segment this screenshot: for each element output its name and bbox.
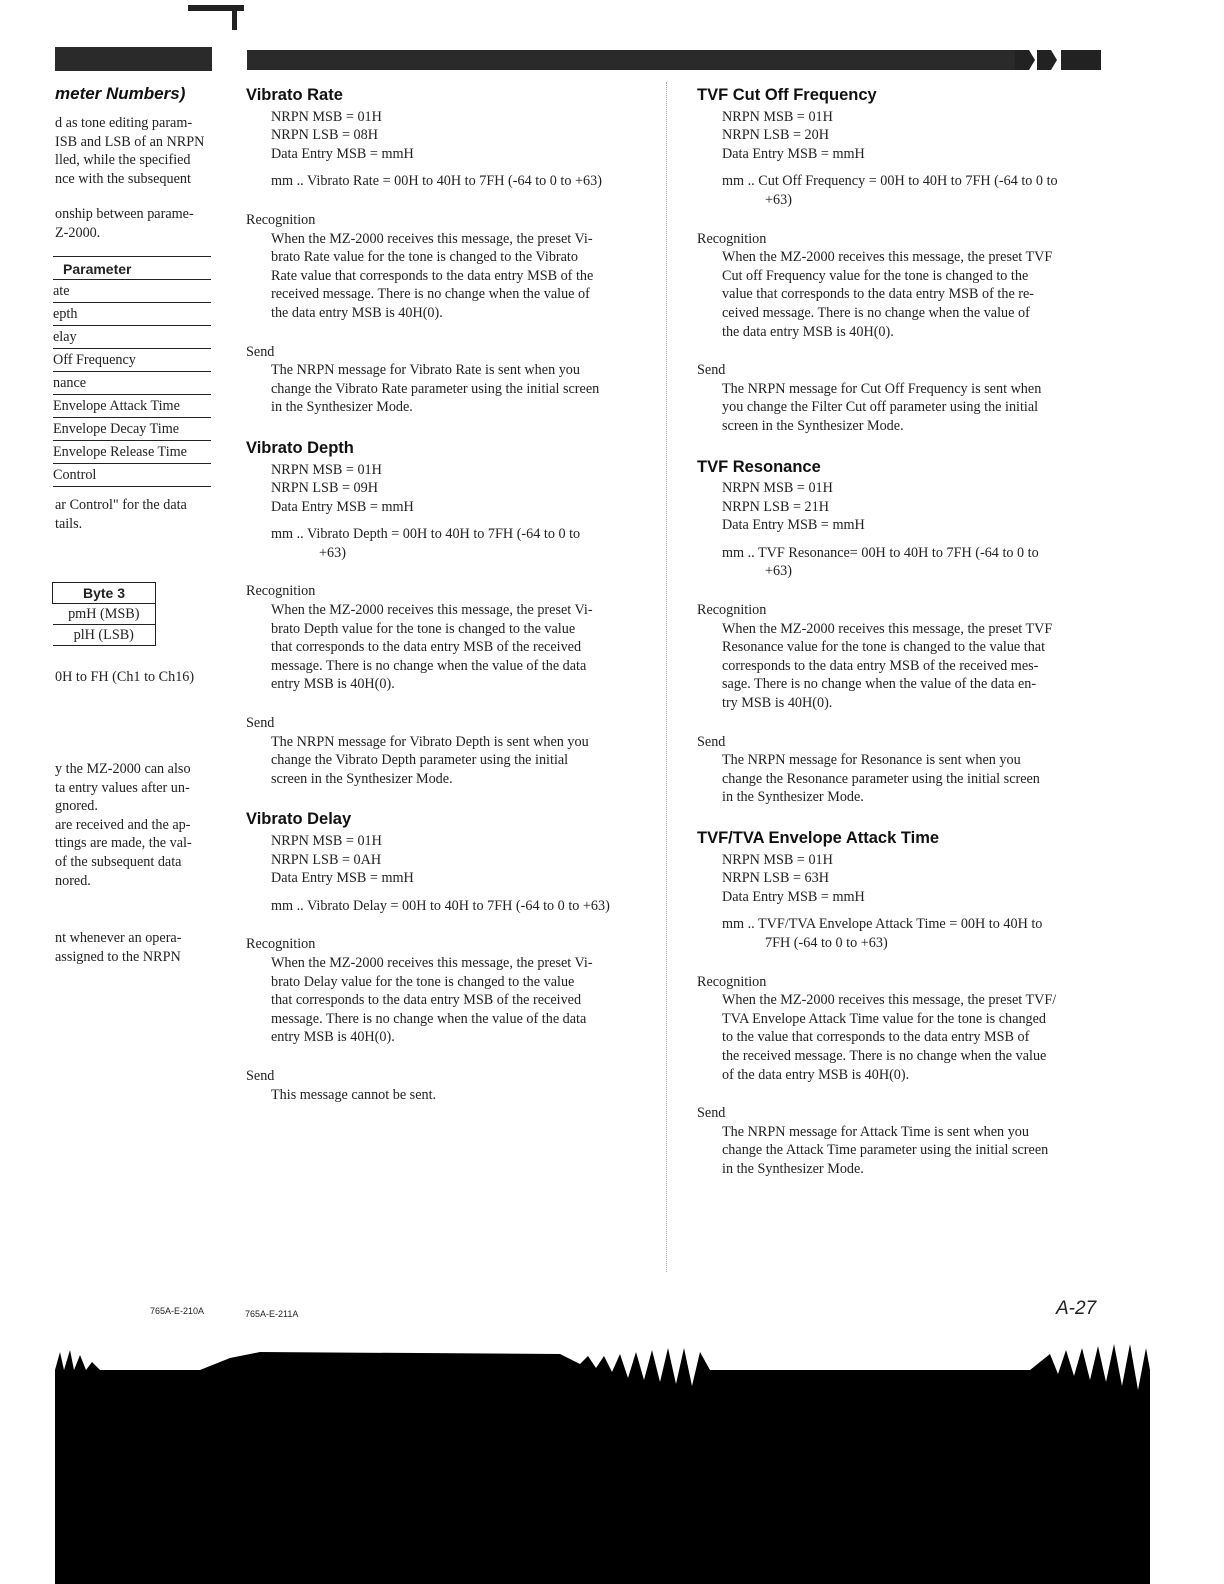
left-intro-line: lled, while the specified bbox=[55, 152, 191, 169]
text-line: Resonance value for the tone is changed to the value that bbox=[722, 639, 1046, 656]
send-label: Send bbox=[246, 715, 275, 732]
nrpn-line: NRPN LSB = 09H bbox=[271, 480, 378, 497]
nrpn-line: NRPN LSB = 20H bbox=[722, 127, 829, 144]
left-para-line: y the MZ-2000 can also bbox=[55, 761, 191, 777]
mm-range: +63) bbox=[765, 563, 792, 580]
recognition-label: Recognition bbox=[697, 230, 767, 247]
parameter-cell: elay bbox=[53, 326, 211, 349]
parameter-table bbox=[53, 256, 211, 487]
right-column bbox=[697, 86, 1101, 1179]
left-relationship bbox=[55, 205, 215, 242]
left-ctrl-line: ar Control" for the data bbox=[55, 497, 187, 513]
mm-range: +63) bbox=[319, 544, 346, 561]
left-paragraph bbox=[55, 760, 215, 890]
text-line: value that corresponds to the data entry MSB of the re- bbox=[722, 286, 1035, 303]
left-control-note bbox=[55, 496, 215, 533]
text-line: change the Vibrato Depth parameter using the initial bbox=[271, 752, 569, 769]
recognition-label: Recognition bbox=[697, 973, 767, 990]
text-line: Cut off Frequency value for the tone is changed to the bbox=[722, 267, 1029, 284]
nrpn-line: Data Entry MSB = mmH bbox=[722, 145, 865, 162]
text-line: the data entry MSB is 40H(0). bbox=[722, 323, 894, 340]
send-label: Send bbox=[697, 362, 726, 379]
scan-edge-shadow bbox=[0, 1330, 1224, 1584]
text-line: When the MZ-2000 receives this message, the preset Vi- bbox=[271, 602, 593, 619]
text-line: brato Delay value for the tone is changed to the value bbox=[271, 973, 575, 990]
left-page-title: meter Numbers) bbox=[55, 84, 186, 103]
nrpn-line: NRPN MSB = 01H bbox=[271, 108, 382, 125]
text-line: The NRPN message for Vibrato Depth is sent when you bbox=[271, 733, 589, 750]
nrpn-line: NRPN LSB = 63H bbox=[722, 870, 829, 887]
section-title: Vibrato Delay bbox=[246, 810, 352, 829]
text-line: the data entry MSB is 40H(0). bbox=[271, 304, 443, 321]
text-line: When the MZ-2000 receives this message, the preset TVF bbox=[722, 620, 1053, 637]
text-line: change the Vibrato Rate parameter using the initial screen bbox=[271, 380, 600, 397]
nrpn-line: Data Entry MSB = mmH bbox=[722, 888, 865, 905]
corner-mark-stem bbox=[232, 8, 237, 30]
text-line: in the Synthesizer Mode. bbox=[271, 399, 413, 416]
table-row bbox=[53, 326, 211, 349]
parameter-cell: Envelope Attack Time bbox=[53, 395, 211, 418]
text-line: screen in the Synthesizer Mode. bbox=[271, 770, 453, 787]
send-label: Send bbox=[697, 733, 726, 750]
nrpn-line: NRPN LSB = 21H bbox=[722, 498, 829, 515]
left-para-line: nt whenever an opera- bbox=[55, 930, 182, 946]
parameter-header: Parameter bbox=[53, 257, 211, 280]
text-line: Rate value that corresponds to the data entry MSB of the bbox=[271, 267, 594, 284]
parameter-cell: Envelope Release Time bbox=[53, 441, 211, 464]
send-label: Send bbox=[246, 1067, 275, 1084]
send-label: Send bbox=[246, 343, 275, 360]
text-line: in the Synthesizer Mode. bbox=[722, 789, 864, 806]
page-number: A-27 bbox=[1056, 1298, 1097, 1319]
table-row bbox=[53, 349, 211, 372]
text-line: The NRPN message for Cut Off Frequency is sent when bbox=[722, 380, 1042, 397]
parameter-cell: epth bbox=[53, 303, 211, 326]
mm-range: mm .. TVF/TVA Envelope Attack Time = 00H to 40H to bbox=[722, 916, 1043, 933]
text-line: message. There is no change when the value of the data bbox=[271, 1010, 587, 1027]
text-line: you change the Filter Cut off parameter using the initial bbox=[722, 399, 1039, 416]
text-line: TVA Envelope Attack Time value for the tone is changed bbox=[722, 1010, 1047, 1027]
parameter-cell: Control bbox=[53, 464, 211, 487]
text-line: sage. There is no change when the value of the data en- bbox=[722, 676, 1037, 693]
text-line: the received message. There is no change when the value bbox=[722, 1047, 1047, 1064]
nrpn-line: Data Entry MSB = mmH bbox=[722, 517, 865, 534]
mm-range: mm .. TVF Resonance= 00H to 40H to 7FH (-64 to 0 to bbox=[722, 544, 1039, 561]
left-rel-line: Z-2000. bbox=[55, 224, 101, 241]
recognition-label: Recognition bbox=[697, 602, 767, 619]
left-rel-line: onship between parame- bbox=[55, 206, 194, 222]
nrpn-line: NRPN MSB = 01H bbox=[271, 461, 382, 478]
nrpn-line: Data Entry MSB = mmH bbox=[271, 145, 414, 162]
header-arrow-icon bbox=[1015, 50, 1105, 70]
left-para-line: assigned to the NRPN bbox=[55, 948, 181, 965]
table-row bbox=[53, 280, 211, 303]
text-line: The NRPN message for Vibrato Rate is sent when you bbox=[271, 362, 580, 379]
text-line: The NRPN message for Resonance is sent when you bbox=[722, 752, 1021, 769]
text-line: message. There is no change when the value of the data bbox=[271, 657, 587, 674]
middle-footer-code: 765A-E-211A bbox=[245, 1309, 299, 1319]
left-para-line: ta entry values after un- bbox=[55, 779, 190, 796]
text-line: entry MSB is 40H(0). bbox=[271, 1029, 395, 1046]
byte-header: Byte 3 bbox=[53, 583, 156, 604]
table-row bbox=[53, 625, 156, 646]
right-header-bar bbox=[247, 50, 1015, 70]
nrpn-line: NRPN MSB = 01H bbox=[271, 833, 382, 849]
text-line: brato Depth value for the tone is changed to the value bbox=[271, 620, 576, 637]
parameter-cell: nance bbox=[53, 372, 211, 395]
nrpn-line: Data Entry MSB = mmH bbox=[271, 498, 414, 515]
table-row bbox=[53, 303, 211, 326]
section-title: TVF Resonance bbox=[697, 457, 821, 476]
left-ctrl-line: tails. bbox=[55, 515, 83, 532]
mm-range: +63) bbox=[765, 191, 792, 208]
nrpn-line: NRPN MSB = 01H bbox=[722, 851, 833, 868]
table-row bbox=[53, 464, 211, 487]
text-line: of the data entry MSB is 40H(0). bbox=[722, 1066, 910, 1083]
text-line: entry MSB is 40H(0). bbox=[271, 676, 395, 693]
mm-range: mm .. Vibrato Delay = 00H to 40H to 7FH (-64 to 0 to +63) bbox=[271, 897, 610, 914]
section-title: Vibrato Rate bbox=[246, 86, 343, 104]
text-line: When the MZ-2000 receives this message, the preset Vi- bbox=[271, 230, 593, 247]
text-line: received message. There is no change when the value of bbox=[271, 286, 590, 303]
parameter-cell: Envelope Decay Time bbox=[53, 418, 211, 441]
column-divider bbox=[666, 82, 668, 1272]
left-channel: 0H to FH (Ch1 to Ch16) bbox=[55, 669, 195, 685]
section-title: Vibrato Depth bbox=[246, 438, 354, 457]
text-line: When the MZ-2000 receives this message, the preset TVF bbox=[722, 249, 1053, 266]
text-line: try MSB is 40H(0). bbox=[722, 695, 833, 712]
byte-table bbox=[52, 582, 156, 646]
nrpn-line: NRPN MSB = 01H bbox=[722, 108, 833, 125]
parameter-cell: Off Frequency bbox=[53, 349, 211, 372]
table-row bbox=[53, 418, 211, 441]
byte-cell: pmH (MSB) bbox=[53, 604, 156, 625]
parameter-cell: ate bbox=[53, 280, 211, 303]
table-row bbox=[53, 372, 211, 395]
text-line: change the Attack Time parameter using the initial screen bbox=[722, 1142, 1049, 1159]
send-label: Send bbox=[697, 1105, 726, 1122]
left-footer-code: 765A-E-210A bbox=[150, 1306, 205, 1316]
left-para-line: nored. bbox=[55, 872, 91, 889]
text-line: that corresponds to the data entry MSB of the received bbox=[271, 639, 582, 656]
left-intro-line: d as tone editing param- bbox=[55, 115, 193, 131]
table-row bbox=[53, 395, 211, 418]
text-line: change the Resonance parameter using the initial screen bbox=[722, 770, 1040, 787]
recognition-label: Recognition bbox=[246, 211, 316, 228]
mm-range: mm .. Cut Off Frequency = 00H to 40H to 7FH (-64 to 0 to bbox=[722, 173, 1058, 190]
recognition-label: Recognition bbox=[246, 583, 316, 600]
left-intro-line: ISB and LSB of an NRPN bbox=[55, 133, 205, 150]
nrpn-line: NRPN MSB = 01H bbox=[722, 480, 833, 497]
byte-cell: plH (LSB) bbox=[53, 625, 156, 646]
table-row bbox=[53, 441, 211, 464]
left-para-line: are received and the ap- bbox=[55, 816, 191, 833]
text-line: This message cannot be sent. bbox=[271, 1086, 437, 1103]
left-header-bar bbox=[55, 47, 212, 71]
mm-range: mm .. Vibrato Depth = 00H to 40H to 7FH (-64 to 0 to bbox=[271, 526, 581, 543]
text-line: in the Synthesizer Mode. bbox=[722, 1160, 864, 1177]
section-title: TVF Cut Off Frequency bbox=[697, 86, 877, 104]
left-paragraph bbox=[55, 929, 215, 966]
left-para-line: ttings are made, the val- bbox=[55, 835, 192, 852]
text-line: screen in the Synthesizer Mode. bbox=[722, 417, 904, 434]
text-line: corresponds to the data entry MSB of the received mes- bbox=[722, 657, 1039, 674]
text-line: The NRPN message for Attack Time is sent when you bbox=[722, 1123, 1029, 1140]
left-para-line: of the subsequent data bbox=[55, 853, 182, 870]
nrpn-line: NRPN LSB = 0AH bbox=[271, 851, 382, 868]
middle-column bbox=[246, 86, 646, 1104]
left-intro-line: nce with the subsequent bbox=[55, 170, 191, 187]
mm-range: 7FH (-64 to 0 to +63) bbox=[765, 934, 888, 951]
text-line: When the MZ-2000 receives this message, the preset Vi- bbox=[271, 954, 593, 971]
left-para-line: gnored. bbox=[55, 798, 98, 815]
section-title: TVF/TVA Envelope Attack Time bbox=[697, 829, 940, 847]
nrpn-line: Data Entry MSB = mmH bbox=[271, 870, 414, 887]
table-row bbox=[53, 604, 156, 625]
text-line: to the value that corresponds to the data entry MSB of bbox=[722, 1029, 1030, 1046]
text-line: ceived message. There is no change when the value of bbox=[722, 304, 1030, 321]
mm-range: mm .. Vibrato Rate = 00H to 40H to 7FH (-64 to 0 to +63) bbox=[271, 173, 602, 190]
text-line: When the MZ-2000 receives this message, the preset TVF/ bbox=[722, 992, 1057, 1009]
table-row bbox=[53, 583, 156, 604]
recognition-label: Recognition bbox=[246, 936, 316, 953]
left-intro bbox=[55, 114, 215, 188]
text-line: brato Rate value for the tone is changed to the Vibrato bbox=[271, 249, 578, 266]
nrpn-line: NRPN LSB = 08H bbox=[271, 127, 378, 144]
text-line: that corresponds to the data entry MSB of the received bbox=[271, 992, 582, 1009]
table-row bbox=[53, 257, 211, 280]
